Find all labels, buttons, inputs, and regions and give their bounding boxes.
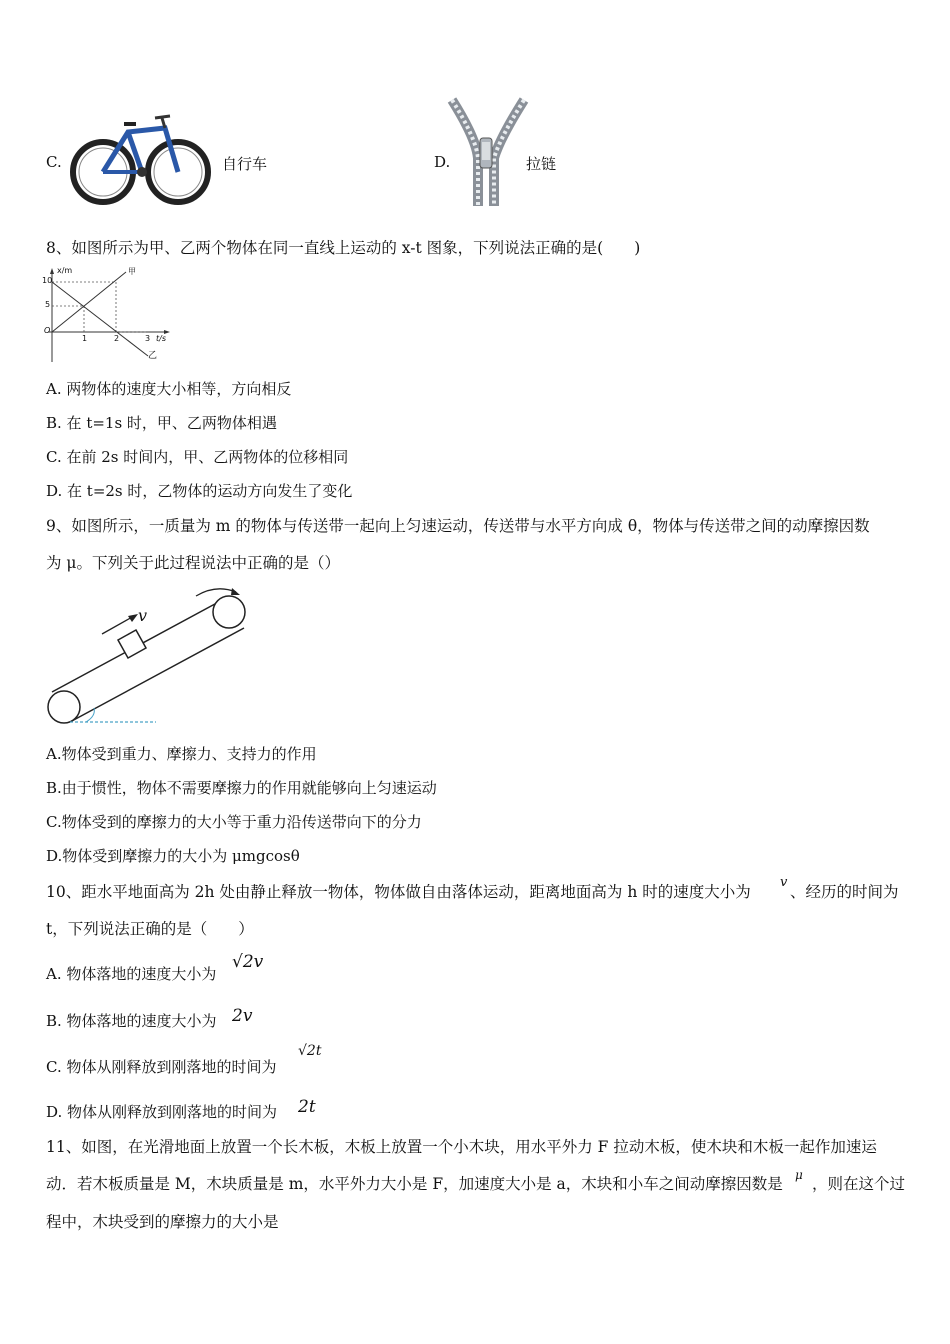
question-10-option-d: D. 物体从刚释放到刚落地的时间为: [46, 1103, 278, 1121]
zipper-image: [448, 98, 528, 208]
graph-x-tick-1: 1: [82, 334, 88, 343]
graph-x-tick-3: 3: [145, 334, 151, 343]
question-11-line2-b: ，则在这个过: [812, 1175, 906, 1193]
question-10-option-b-math: 2v: [232, 1006, 253, 1026]
graph-origin: O: [44, 326, 51, 335]
question-10-stem-line1-tail: 、经历的时间为: [790, 883, 899, 901]
option-d-caption: 拉链: [526, 155, 557, 173]
question-8-option-b: B. 在 t=1s 时，甲、乙两物体相遇: [46, 414, 277, 432]
question-10-stem-v: v: [780, 875, 788, 890]
question-8-option-a: A. 两物体的速度大小相等，方向相反: [46, 380, 292, 398]
graph-line-yi-label: 乙: [148, 351, 158, 361]
graph-y-tick-5: 5: [45, 300, 51, 309]
question-10-option-a: A. 物体落地的速度大小为: [46, 965, 217, 983]
question-9-option-c: C.物体受到的摩擦力的大小等于重力沿传送带向下的分力: [46, 813, 422, 831]
question-11-line3: 程中，木块受到的摩擦力的大小是: [46, 1213, 279, 1231]
conveyor-velocity-label: v: [138, 606, 148, 625]
question-10-option-c-math: √2t: [298, 1043, 322, 1059]
question-9-stem-line1: 9、如图所示，一质量为 m 的物体与传送带一起向上匀速运动，传送带与水平方向成 θ，物体与传送带之间的动摩擦因数: [46, 517, 870, 535]
bicycle-image: [70, 110, 210, 205]
question-10-stem-line1: 10、距水平地面高为 2h 处由静止释放一物体，物体做自由落体运动，距离地面高为 h 时的速度大小为: [46, 883, 751, 901]
graph-y-axis-label: x/m: [57, 266, 73, 275]
graph-x-tick-2: 2: [114, 334, 120, 343]
conveyor-belt-figure: [46, 582, 256, 732]
question-10-option-b: B. 物体落地的速度大小为: [46, 1012, 217, 1030]
question-10-stem-line2: t，下列说法正确的是（ ）: [46, 920, 254, 938]
question-10-option-d-math: 2t: [298, 1097, 316, 1117]
option-c-label: C.: [46, 153, 62, 171]
question-8-stem: 8、如图所示为甲、乙两个物体在同一直线上运动的 x-t 图象，下列说法正确的是( ): [46, 239, 641, 257]
question-10-option-a-math: √2v: [232, 952, 264, 972]
question-9-option-a: A.物体受到重力、摩擦力、支持力的作用: [46, 745, 317, 763]
option-c-caption: 自行车: [222, 155, 268, 173]
question-9-option-d: D.物体受到摩擦力的大小为 μmgcosθ: [46, 847, 300, 865]
graph-x-axis-label: t/s: [156, 334, 166, 343]
option-d-label: D.: [434, 153, 451, 171]
graph-line-jia-label: 甲: [128, 267, 136, 276]
question-9-option-b: B.由于惯性，物体不需要摩擦力的作用就能够向上匀速运动: [46, 779, 437, 797]
question-8-option-c: C. 在前 2s 时间内，甲、乙两物体的位移相同: [46, 448, 349, 466]
question-11-line2-mu: μ: [795, 1168, 803, 1182]
question-10-option-c: C. 物体从刚释放到刚落地的时间为: [46, 1058, 277, 1076]
question-9-stem-line2: 为 μ。下列关于此过程说法中正确的是（）: [46, 554, 341, 572]
question-11-line1: 11、如图，在光滑地面上放置一个长木板，木板上放置一个小木块，用水平外力 F 拉动木板，使木块和木板一起作加速运: [46, 1138, 877, 1156]
question-8-option-d: D. 在 t=2s 时，乙物体的运动方向发生了变化: [46, 482, 353, 500]
graph-y-tick-10: 10: [42, 276, 53, 285]
line-jia: [52, 272, 126, 332]
question-11-line2-a: 动．若木板质量是 M，木块质量是 m，水平外力大小是 F，加速度大小是 a，木块和小车之间动摩擦因数是: [46, 1175, 783, 1193]
